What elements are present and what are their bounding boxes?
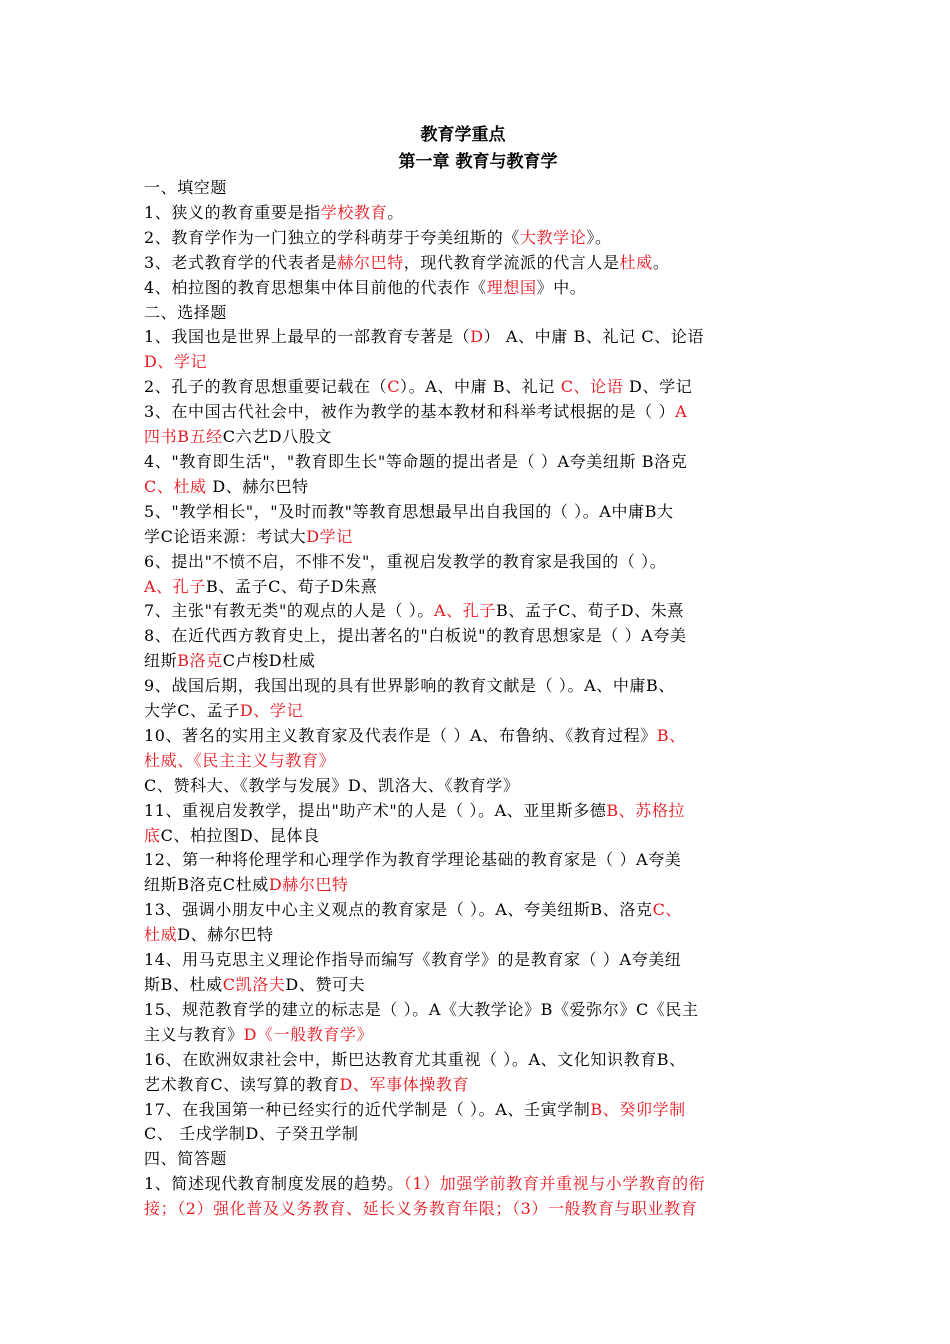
text-segment: 2、教育学作为一门独立的学科萌芽于夸美纽斯的《 bbox=[144, 227, 520, 247]
answer-highlight: 杜威 bbox=[619, 252, 653, 272]
text-segment: 一、填空题 bbox=[144, 178, 228, 197]
answer-highlight: 接；（2）强化普及义务教育、延长义务教育年限；（3）一般教育与职业教育 bbox=[144, 1199, 698, 1219]
text-line bbox=[144, 724, 812, 749]
answer-highlight: 大教学论 bbox=[519, 227, 587, 247]
text-line bbox=[144, 301, 812, 326]
answer-highlight: D、学记 bbox=[144, 352, 208, 372]
answer-highlight: 理想国 bbox=[486, 277, 537, 297]
answer-highlight: 四书B五经 bbox=[144, 427, 223, 447]
answer-highlight: A、孔子 bbox=[434, 601, 496, 621]
text-line bbox=[144, 848, 812, 873]
text-line bbox=[144, 1073, 812, 1098]
text-segment: 4、"教育即生活"，"教育即生长"等命题的提出者是（ ）A夸美纽斯 B洛克 bbox=[144, 451, 688, 471]
text-segment: 15、规范教育学的建立的标志是（ ）。A《大教学论》B《爱弥尔》C《民主 bbox=[144, 999, 699, 1019]
text-segment: D、赞可夫 bbox=[285, 975, 366, 994]
text-line bbox=[144, 973, 812, 998]
answer-highlight: B、癸卯学制 bbox=[590, 1099, 686, 1119]
text-segment: C、 壬戌学制D、子癸丑学制 bbox=[144, 1124, 359, 1144]
answer-highlight: C、杜威 bbox=[144, 476, 207, 496]
answer-highlight: （1）加强学前教育并重视与小学教育的衔 bbox=[403, 1174, 706, 1194]
text-segment: C、柏拉图D、昆体良 bbox=[160, 825, 320, 845]
text-segment: 3、在中国古代社会中，被作为教学的基本教材和科举考试根据的是（ ） bbox=[144, 402, 676, 422]
text-line bbox=[144, 575, 812, 600]
text-segment: 》。 bbox=[586, 227, 612, 247]
text-line bbox=[144, 550, 812, 575]
answer-highlight: D学记 bbox=[306, 526, 353, 546]
text-line bbox=[144, 475, 812, 500]
answer-highlight: 底 bbox=[144, 825, 161, 845]
text-segment: 》中。 bbox=[536, 277, 587, 297]
text-line bbox=[144, 425, 812, 450]
document-body bbox=[144, 176, 812, 1222]
text-line bbox=[144, 998, 812, 1023]
text-segment: C、赞科大、《教学与发展》D、凯洛大、《教育学》 bbox=[144, 775, 520, 795]
text-line bbox=[144, 525, 812, 550]
text-segment: B、孟子C、荀子D、朱熹 bbox=[495, 601, 684, 621]
text-segment: 10、著名的实用主义教育家及代表作是（ ）A、布鲁纳、《教育过程》 bbox=[144, 725, 657, 745]
text-line bbox=[144, 749, 812, 774]
answer-highlight: A bbox=[675, 402, 688, 422]
text-line bbox=[144, 450, 812, 475]
answer-highlight: D、学记 bbox=[239, 701, 304, 721]
text-line bbox=[144, 824, 812, 849]
text-line bbox=[144, 226, 812, 251]
text-line bbox=[144, 176, 812, 201]
text-segment: D、学记 bbox=[623, 377, 693, 397]
text-line bbox=[144, 649, 812, 674]
text-line bbox=[144, 948, 812, 973]
text-line bbox=[144, 375, 812, 400]
answer-highlight: 赫尔巴特 bbox=[337, 252, 404, 272]
document-page bbox=[144, 122, 812, 1222]
text-line bbox=[144, 923, 812, 948]
text-segment: 4、柏拉图的教育思想集中体目前他的代表作《 bbox=[144, 277, 487, 297]
text-line bbox=[144, 624, 812, 649]
text-line bbox=[144, 1197, 812, 1222]
text-segment: 2、孔子的教育思想重要记载在（ bbox=[144, 377, 388, 397]
text-segment: 9、战国后期，我国出现的具有世界影响的教育文献是（ ）。A、中庸B、 bbox=[144, 676, 675, 696]
answer-highlight: 杜威、《民主主义与教育》 bbox=[144, 750, 336, 770]
text-line bbox=[144, 599, 812, 624]
text-line bbox=[144, 350, 812, 375]
text-segment: ）。A、中庸 B、礼记 bbox=[400, 377, 561, 397]
text-line bbox=[144, 400, 812, 425]
text-segment: 艺术教育C、读写算的教育 bbox=[144, 1074, 340, 1094]
document-title: 教育学重点 bbox=[420, 125, 506, 145]
text-segment: D、赫尔巴特 bbox=[177, 925, 274, 945]
answer-highlight: D《一般教育学》 bbox=[243, 1024, 374, 1044]
text-segment: 5、"教学相长"，"及时而教"等教育思想最早出自我国的（ ）。A中庸B大 bbox=[144, 501, 674, 521]
text-line bbox=[144, 325, 812, 350]
text-segment: 1、简述现代教育制度发展的趋势。 bbox=[144, 1174, 404, 1194]
text-line bbox=[144, 251, 812, 276]
answer-highlight: C bbox=[387, 377, 401, 397]
answer-highlight: 学校教育 bbox=[320, 202, 388, 222]
answer-highlight: A、孔子 bbox=[144, 576, 206, 596]
text-segment: 二、选择题 bbox=[144, 302, 228, 322]
answer-highlight: B、 bbox=[656, 725, 686, 745]
text-segment: 7、主张"有教无类"的观点的人是（ ）。 bbox=[144, 601, 434, 621]
text-segment: 17、在我国第一种已经实行的近代学制是（ ）。A、壬寅学制 bbox=[144, 1099, 591, 1119]
text-segment: 学C论语来源：考试大 bbox=[144, 526, 307, 546]
answer-highlight: C、 bbox=[652, 900, 683, 920]
text-line bbox=[144, 500, 812, 525]
text-segment: 。 bbox=[387, 202, 404, 222]
text-line bbox=[144, 774, 812, 799]
text-segment: 16、在欧洲奴隶社会中，斯巴达教育尤其重视（ ）。A、文化知识教育B、 bbox=[144, 1049, 686, 1069]
text-line bbox=[144, 1122, 812, 1147]
text-line bbox=[144, 1098, 812, 1123]
text-segment: 14、用马克思主义理论作指导而编写《教育学》的是教育家（ ）A夸美纽 bbox=[144, 950, 682, 970]
text-line bbox=[144, 799, 812, 824]
text-line bbox=[144, 1048, 812, 1073]
text-segment: 13、强调小朋友中心主义观点的教育家是（ ）。A、夸美纽斯B、洛克 bbox=[144, 900, 653, 920]
chapter-title: 第一章 教育与教育学 bbox=[398, 152, 558, 172]
text-segment: 纽斯B洛克C杜威 bbox=[144, 875, 269, 895]
text-line bbox=[144, 873, 812, 898]
text-segment: 8、在近代西方教育史上，提出著名的"白板说"的教育思想家是（ ）A夸美 bbox=[144, 626, 687, 646]
answer-highlight: B洛克 bbox=[177, 651, 223, 671]
text-line bbox=[144, 276, 812, 301]
text-segment: 四、简答题 bbox=[144, 1149, 228, 1169]
text-segment: 大学C、孟子 bbox=[144, 701, 240, 721]
text-segment: 主义与教育》 bbox=[144, 1024, 244, 1044]
text-segment: ，现代教育学流派的代言人是 bbox=[403, 252, 620, 272]
text-segment: 11、重视启发教学，提出"助产术"的人是（ ）。A、亚里斯多德 bbox=[144, 800, 607, 820]
answer-highlight: D、军事体操教育 bbox=[339, 1074, 470, 1094]
text-segment: C六艺D八股文 bbox=[222, 427, 333, 447]
answer-highlight: 杜威 bbox=[144, 925, 178, 945]
text-segment: D、赫尔巴特 bbox=[206, 476, 309, 496]
answer-highlight: B、苏格拉 bbox=[606, 800, 686, 820]
answer-highlight: C、论语 bbox=[560, 377, 624, 397]
text-segment: 12、第一种将伦理学和心理学作为教育学理论基础的教育家是（ ）A夸美 bbox=[144, 850, 682, 870]
text-line bbox=[144, 1172, 812, 1197]
answer-highlight: D bbox=[470, 327, 484, 347]
text-line bbox=[144, 699, 812, 724]
answer-highlight: C凯洛夫 bbox=[222, 975, 286, 994]
text-segment: 。 bbox=[652, 252, 670, 272]
text-line bbox=[144, 898, 812, 923]
text-segment: 3、老式教育学的代表者是 bbox=[144, 252, 338, 272]
text-segment: C卢梭D杜威 bbox=[222, 651, 316, 671]
text-segment: 1、狭义的教育重要是指 bbox=[144, 202, 321, 222]
text-segment: 斯B、杜威 bbox=[144, 975, 223, 994]
text-line bbox=[144, 674, 812, 699]
text-line bbox=[144, 1147, 812, 1172]
text-segment: 6、提出"不愤不启，不悱不发"，重视启发教学的教育家是我国的（ ）。 bbox=[144, 551, 667, 571]
text-segment: 纽斯 bbox=[144, 651, 178, 671]
text-line bbox=[144, 1023, 812, 1048]
text-segment: 1、我国也是世界上最早的一部教育专著是（ bbox=[144, 327, 471, 347]
answer-highlight: D赫尔巴特 bbox=[268, 875, 349, 895]
text-segment: B、孟子C、荀子D朱熹 bbox=[205, 576, 378, 596]
text-line bbox=[144, 201, 812, 226]
text-segment: ） A、中庸 B、礼记 C、论语 bbox=[483, 327, 705, 347]
